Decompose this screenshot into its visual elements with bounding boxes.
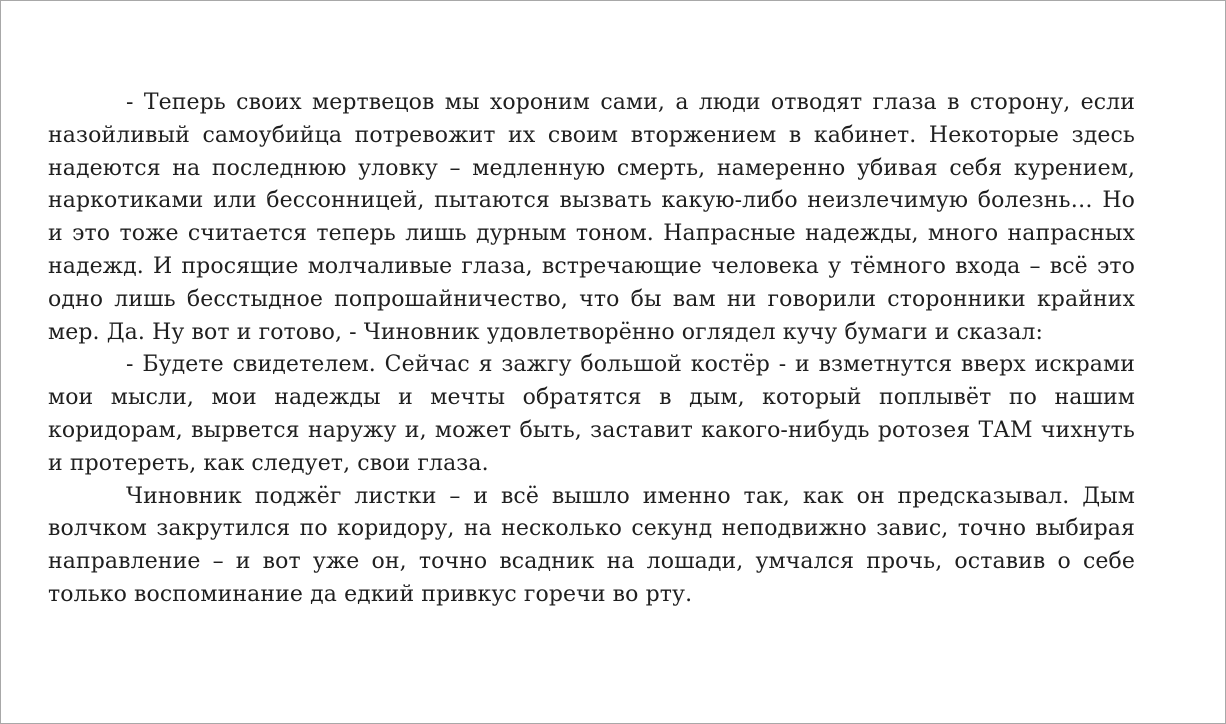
document-body: [48, 87, 1135, 612]
paragraph-3: Чиновник поджёг листки – и всё вышло именно так, как он предсказывал. Дым волчком закрутился по коридору, на несколько секунд неподвижно завис, точно выбирая направление – и вот уже он, точно всадник на лошади, умчался прочь, оставив о себе только воспоминание да едкий привкус горечи во рту.: [48, 483, 1135, 607]
paragraph-2: - Будете свидетелем. Сейчас я зажгу большой костёр - и взметнутся вверх искрами мои мысли, мои надежды и мечты обратятся в дым, который поплывёт по нашим коридорам, вырвется наружу и, может быть, заставит какого-нибудь ротозея ТАМ чихнуть и протереть, как следует, свои глаза.: [48, 352, 1135, 476]
paragraph-1: - Теперь своих мертвецов мы хороним сами, а люди отводят глаза в сторону, если назойливый самоубийца потревожит их своим вторжением в кабинет. Некоторые здесь надеются на последнюю уловку – медленную смерть, намеренно убивая себя курением, наркотиками или бессонницей, пытаются вызвать какую-либо неизлечимую болезнь… Но и это тоже считается теперь лишь дурным тоном. Напрасные надежды, много напрасных надежд. И просящие молчаливые глаза, встречающие человека у тёмного входа – всё это одно лишь бесстыдное попрошайничество, что бы вам ни говорили сторонники крайних мер. Да. Ну вот и готово, - Чиновник удовлетворённо оглядел кучу бумаги и сказал:: [48, 90, 1135, 345]
